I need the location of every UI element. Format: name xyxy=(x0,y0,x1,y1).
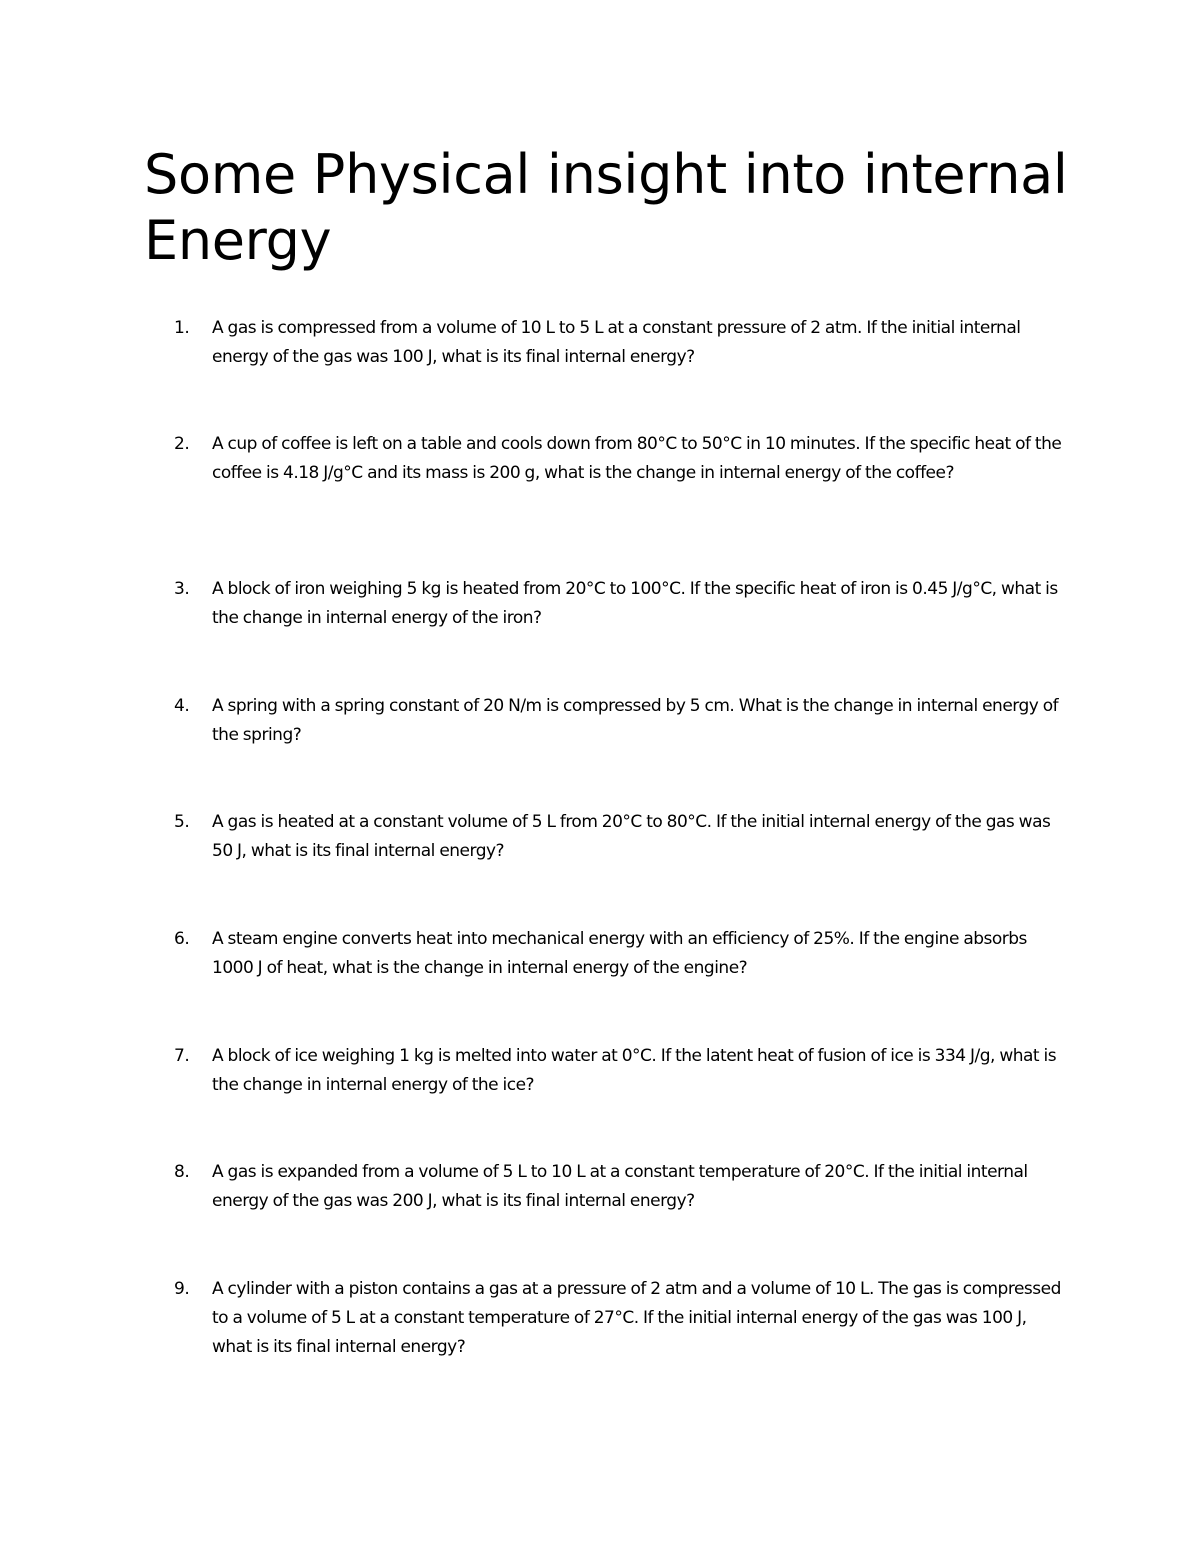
question-number: 4. xyxy=(174,696,190,716)
question-item xyxy=(174,925,1064,983)
question-text: A gas is compressed from a volume of 10 L to 5 L at a constant pressure of 2 atm. If the initial internal energy of the gas was 100 J, what is its final internal energy? xyxy=(212,318,1021,367)
question-text: A steam engine converts heat into mechanical energy with an efficiency of 25%. If the engine absorbs 1000 J of heat, what is the change in internal energy of the engine? xyxy=(212,929,1027,978)
question-item xyxy=(174,1042,1064,1100)
question-text: A cylinder with a piston contains a gas at a pressure of 2 atm and a volume of 10 L. The gas is compressed to a volume of 5 L at a constant temperature of 27°C. If the initial internal energy of the gas was 100 J, what is its final internal energy? xyxy=(212,1279,1061,1357)
question-item xyxy=(174,808,1064,866)
document-title: Some Physical insight into internal Energy xyxy=(144,143,1068,272)
question-text: A cup of coffee is left on a table and cools down from 80°C to 50°C in 10 minutes. If the specific heat of the coffee is 4.18 J/g°C and its mass is 200 g, what is the change in internal energy of the coffee? xyxy=(212,434,1062,483)
question-number: 8. xyxy=(174,1162,190,1182)
question-item xyxy=(174,430,1064,488)
question-number: 9. xyxy=(174,1279,190,1299)
question-number: 2. xyxy=(174,434,190,454)
question-item xyxy=(174,314,1064,372)
question-item xyxy=(174,692,1064,750)
question-text: A gas is heated at a constant volume of 5 L from 20°C to 80°C. If the initial internal energy of the gas was 50 J, what is its final internal energy? xyxy=(212,812,1051,861)
question-text: A block of ice weighing 1 kg is melted into water at 0°C. If the latent heat of fusion of ice is 334 J/g, what is the change in internal energy of the ice? xyxy=(212,1046,1057,1095)
question-number: 6. xyxy=(174,929,190,949)
question-number: 3. xyxy=(174,579,190,599)
question-text: A spring with a spring constant of 20 N/m is compressed by 5 cm. What is the change in internal energy of the spring? xyxy=(212,696,1059,745)
question-text: A gas is expanded from a volume of 5 L to 10 L at a constant temperature of 20°C. If the initial internal energy of the gas was 200 J, what is its final internal energy? xyxy=(212,1162,1028,1211)
question-item xyxy=(174,1158,1064,1216)
question-number: 5. xyxy=(174,812,190,832)
question-number: 7. xyxy=(174,1046,190,1066)
question-number: 1. xyxy=(174,318,190,338)
question-text: A block of iron weighing 5 kg is heated from 20°C to 100°C. If the specific heat of iron is 0.45 J/g°C, what is the change in internal energy of the iron? xyxy=(212,579,1058,628)
question-item xyxy=(174,1275,1064,1362)
question-item xyxy=(174,575,1064,633)
